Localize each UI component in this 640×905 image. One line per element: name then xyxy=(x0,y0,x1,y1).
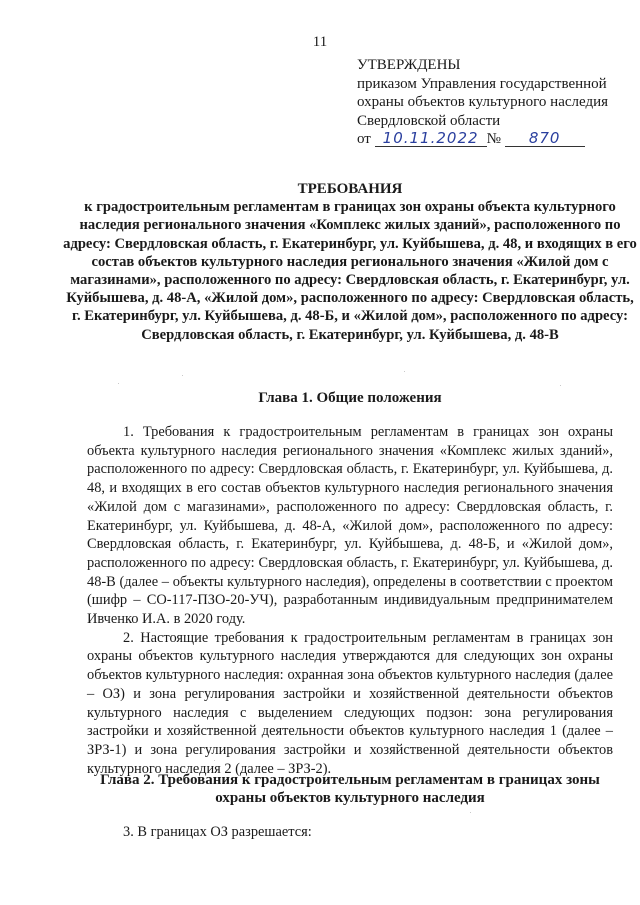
document-title: ТРЕБОВАНИЯ xyxy=(297,181,403,197)
document-subtitle: к градостроительным регламентам в границах зон охраны объекта культурного наследия регионального значения «Комплекс жилых зданий», расположенного по адресу: Свердловская область, г. Екатеринбург, ул. Куйбышева, д. 48, и входящих в его состав объектов культурного наследия регионального значения «Жилой дом с магазинами», расположенного по адресу: Свердловская область, г. Екатеринбург, ул. Куйбышева, д. 48-А, «Жилой дом», расположенного по адресу: Свердловская область, г. Екатеринбург, ул. Куйбышева, д. 48-Б, и «Жилой дом», расположенного по адресу: Свердловская область, г. Екатеринбург, ул. Куйбышева, д. 48-В xyxy=(63,199,637,343)
scan-speck xyxy=(560,385,561,386)
document-title-block xyxy=(62,180,638,344)
chapter-1-body xyxy=(87,423,613,778)
handwritten-number: 870 xyxy=(505,131,585,147)
approval-date-row xyxy=(357,130,627,149)
scan-speck xyxy=(118,383,119,384)
scan-speck xyxy=(470,812,471,813)
chapter-2-title-line-2: охраны объектов культурного наследия xyxy=(215,790,485,806)
chapter-2-title xyxy=(62,771,638,807)
page-number: 11 xyxy=(312,34,328,50)
paragraph-3: 3. В границах ОЗ разрешается: xyxy=(123,824,312,840)
approval-line-1: приказом Управления государственной xyxy=(357,75,607,92)
approval-stamp xyxy=(357,56,627,149)
date-prefix: от xyxy=(357,131,371,147)
scan-speck xyxy=(182,375,183,376)
paragraph-1: 1. Требования к градостроительным регламентам в границах зон охраны объекта культурного наследия регионального значения «Комплекс жилых зданий», расположенного по адресу: Свердловская область, г. Екатеринбург, ул. Куйбышева, д. 48, и входящих в его состав объектов культурного наследия регионального значения «Жилой дом с магазинами», расположенного по адресу: Свердловская область, г. Екатеринбург, ул. Куйбышева, д. 48-А, «Жилой дом», расположенного по адресу: Свердловская область, г. Екатеринбург, ул. Куйбышева, д. 48-Б, и «Жилой дом», расположенного по адресу: Свердловская область, г. Екатеринбург, ул. Куйбышева, д. 48-В (далее – объекты культурного наследия), определены в соответствии с проектом (шифр – СО-117-ПЗО-20-УЧ), разработанным индивидуальным предпринимателем Ивченко И.А. в 2020 году. xyxy=(87,424,613,628)
scan-speck xyxy=(404,371,405,372)
handwritten-date: 10.11.2022 xyxy=(375,131,487,147)
number-prefix: № xyxy=(486,131,501,147)
scan-speck xyxy=(214,760,215,761)
approval-heading: УТВЕРЖДЕНЫ xyxy=(357,57,461,73)
chapter-1-title: Глава 1. Общие положения xyxy=(258,390,442,406)
approval-line-2: охраны объектов культурного наследия xyxy=(357,94,609,110)
paragraph-2: 2. Настоящие требования к градостроительным регламентам в границах зон охраны объектов культурного наследия утверждаются для следующих зон охраны объектов культурного наследия: охранная зона объектов культурного наследия (далее – ОЗ) и зона регулирования застройки и хозяйственной деятельности объектов культурного наследия с выделением следующих подзон: зона регулирования застройки и хозяйственной деятельности объектов культурного наследия 1 (далее – ЗРЗ-1) и зона регулирования застройки и хозяйственной деятельности объектов культурного наследия 2 (далее – ЗРЗ-2). xyxy=(87,629,613,777)
approval-line-3: Свердловской области xyxy=(357,112,501,129)
chapter-2-title-line-1: Глава 2. Требования к градостроительным регламентам в границах зоны xyxy=(100,772,600,788)
